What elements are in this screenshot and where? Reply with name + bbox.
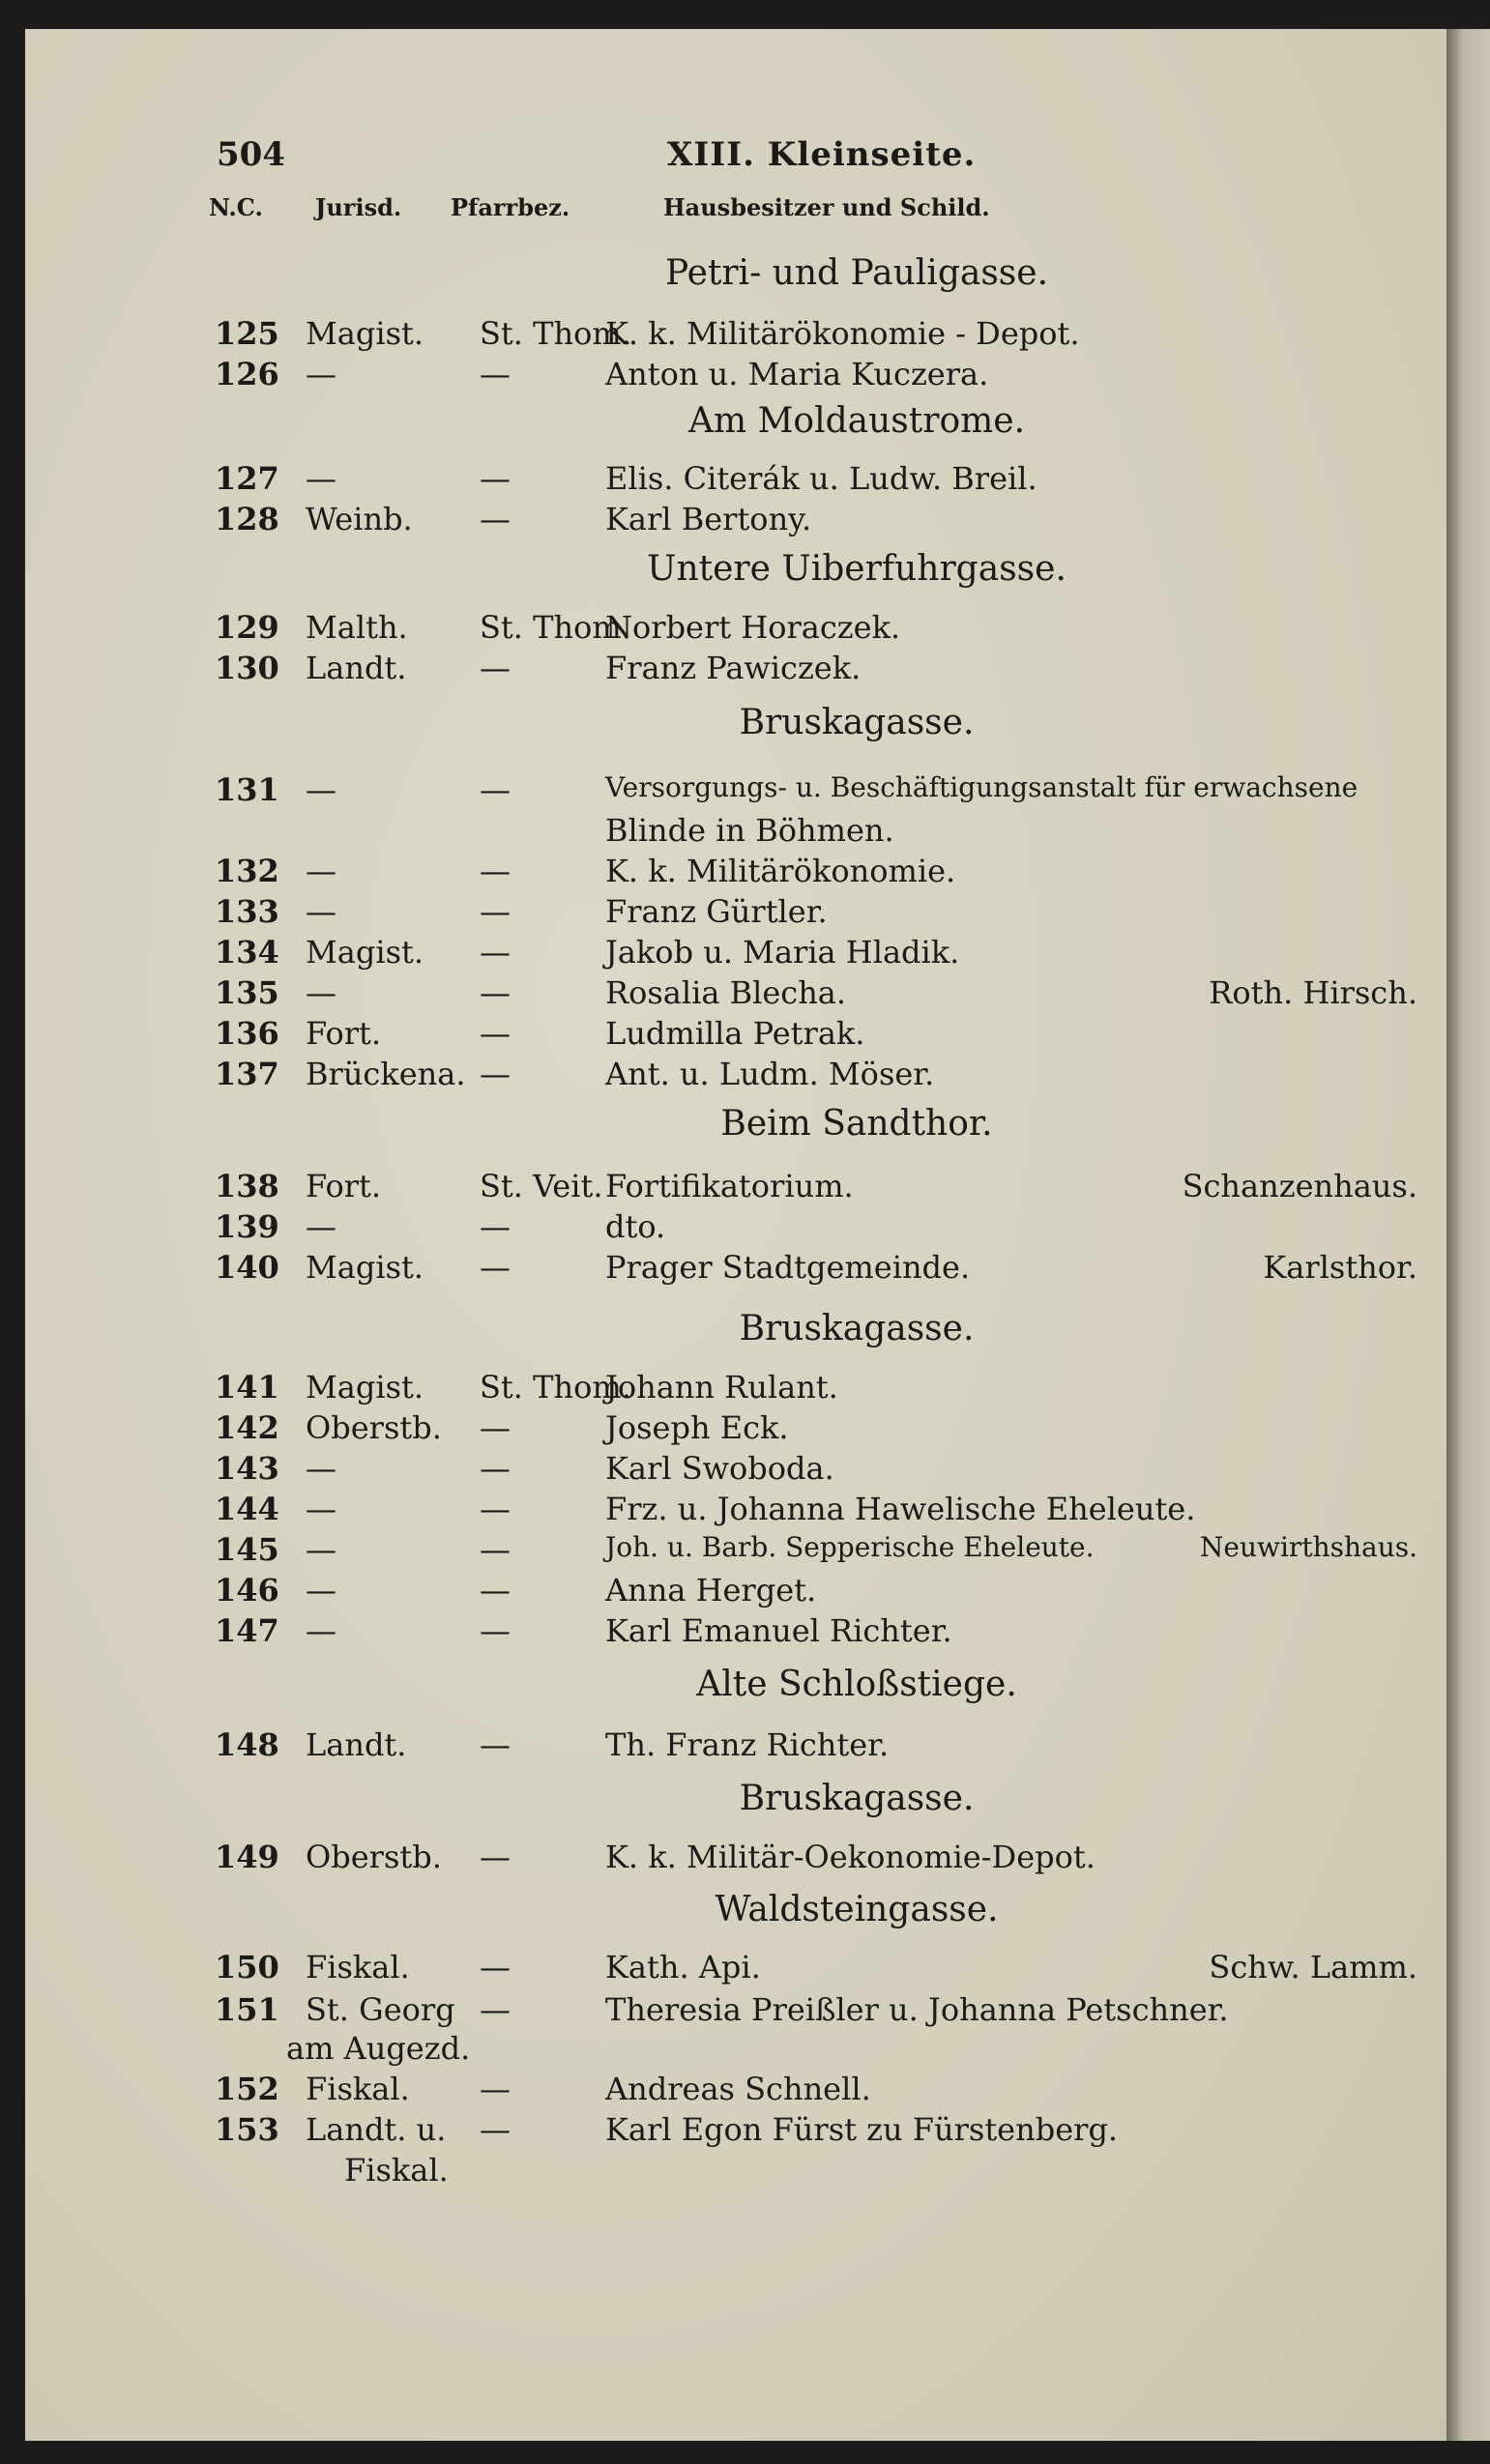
cell-owner: Anton u. Maria Kuczera. [605,356,989,392]
cell-pfarrbez: — [480,501,511,537]
cell-pfarrbez: — [480,1572,511,1609]
street-heading: Untere Uiberfuhrgasse. [647,549,1066,589]
cell-owner: Norbert Horaczek. [605,609,901,646]
cell-pfarrbez: — [480,853,511,889]
cell-owner: Andreas Schnell. [605,2071,871,2107]
cell-owner: Joseph Eck. [605,1409,789,1446]
street-heading: Beim Sandthor. [720,1104,993,1144]
cell-owner: Kath. Api. [605,1949,761,1986]
cell-jurisd: am Augezd. [286,2030,471,2067]
cell-nc: 131 [215,771,279,808]
table-row [25,1572,1417,1612]
cell-nc: 152 [215,2071,279,2107]
cell-nc: 153 [215,2111,279,2148]
table-row [25,356,1417,396]
cell-nc: 146 [215,1572,279,1609]
cell-nc: 125 [215,315,279,352]
cell-jurisd: St. Georg [306,1991,455,2028]
cell-jurisd: — [306,460,336,497]
cell-sign: Schanzenhaus. [1182,1168,1417,1204]
cell-nc: 143 [215,1450,279,1487]
cell-owner: K. k. Militär-Oekonomie-Depot. [605,1839,1096,1875]
cell-nc: 138 [215,1168,279,1204]
cell-nc: 148 [215,1726,279,1763]
table-row [25,650,1417,690]
cell-owner: Franz Gürtler. [605,893,828,930]
cell-jurisd: — [306,1531,336,1568]
cell-jurisd: — [306,974,336,1011]
cell-pfarrbez: — [480,1991,511,2028]
table-row [25,315,1417,356]
cell-nc: 136 [215,1015,279,1052]
cell-pfarrbez: — [480,1450,511,1487]
cell-jurisd: Weinb. [306,501,413,537]
cell-jurisd: Magist. [306,1249,424,1286]
table-row [25,1056,1417,1096]
table-row [25,1369,1417,1409]
cell-jurisd: Brückena. [306,1056,466,1092]
cell-jurisd: Oberstb. [306,1409,442,1446]
cell-owner: Ludmilla Petrak. [605,1015,865,1052]
cell-nc: 133 [215,893,279,930]
cell-owner: Anna Herget. [605,1572,817,1609]
cell-owner: Theresia Preißler u. Johanna Petschner. [605,1991,1229,2028]
cell-owner: Joh. u. Barb. Sepperische Eheleute. [605,1531,1095,1563]
street-heading: Bruskagasse. [739,1779,975,1818]
cell-nc: 127 [215,460,279,497]
table-row [25,1949,1417,1989]
table-row [25,853,1417,893]
cell-nc: 141 [215,1369,279,1406]
cell-pfarrbez: — [480,1208,511,1245]
cell-jurisd: Fiskal. [306,1949,410,1986]
cell-pfarrbez: — [480,460,511,497]
table-row [25,1450,1417,1491]
table-row [25,1249,1417,1290]
table-row [25,1491,1417,1531]
cell-jurisd: Oberstb. [306,1839,442,1875]
table-row [25,893,1417,934]
cell-jurisd: — [306,771,336,808]
table-row [25,1208,1417,1249]
cell-nc: 144 [215,1491,279,1527]
street-heading: Am Moldaustrome. [687,401,1026,441]
book-page [25,29,1446,2441]
cell-jurisd: Fiskal. [306,2071,410,2107]
cell-jurisd: Fiskal. [344,2152,449,2189]
cell-nc: 132 [215,853,279,889]
cell-nc: 130 [215,650,279,686]
cell-owner: Karl Swoboda. [605,1450,834,1487]
cell-jurisd: Landt. [306,650,407,686]
street-heading: Bruskagasse. [739,1309,975,1348]
cell-pfarrbez: — [480,1409,511,1446]
cell-owner: dto. [605,1208,666,1245]
street-heading: Waldsteingasse. [715,1890,999,1929]
cell-pfarrbez: — [480,1531,511,1568]
page-number: 504 [217,135,285,174]
cell-owner: Karl Bertony. [605,501,812,537]
cell-jurisd: Landt. u. [306,2111,447,2148]
cell-owner: Versorgungs- u. Beschäftigungsanstalt für erwachsene [605,771,1359,803]
cell-owner: Fortifikatorium. [605,1168,854,1204]
cell-owner: Elis. Citerák u. Ludw. Breil. [605,460,1037,497]
cell-nc: 139 [215,1208,279,1245]
cell-pfarrbez: — [480,1015,511,1052]
cell-owner: Franz Pawiczek. [605,650,862,686]
cell-jurisd: Fort. [306,1015,382,1052]
cell-owner: Ant. u. Ludm. Möser. [605,1056,935,1092]
cell-jurisd: — [306,1612,336,1649]
cell-pfarrbez: — [480,974,511,1011]
table-row [25,1839,1417,1879]
cell-owner: Blinde in Böhmen. [605,812,894,849]
cell-jurisd: Malth. [306,609,408,646]
table-row [25,1409,1417,1450]
table-row [25,934,1417,974]
cell-pfarrbez: — [480,1249,511,1286]
table-row [25,1991,1417,2032]
cell-pfarrbez: — [480,2111,511,2148]
cell-pfarrbez: St. Veit. [480,1168,603,1204]
cell-nc: 134 [215,934,279,971]
cell-owner: Karl Emanuel Richter. [605,1612,952,1649]
cell-owner: Karl Egon Fürst zu Fürstenberg. [605,2111,1119,2148]
cell-jurisd: Magist. [306,934,424,971]
cell-pfarrbez: — [480,893,511,930]
cell-nc: 129 [215,609,279,646]
cell-pfarrbez: — [480,1839,511,1875]
street-heading: Bruskagasse. [739,703,975,742]
table-row [25,812,1417,853]
column-header-nc: N.C. [209,193,263,221]
cell-jurisd: — [306,356,336,392]
cell-sign: Karlsthor. [1263,1249,1417,1286]
cell-jurisd: — [306,893,336,930]
cell-nc: 135 [215,974,279,1011]
table-row [25,974,1417,1015]
cell-pfarrbez: St. Thom. [480,315,631,352]
cell-sign: Neuwirthshaus. [1199,1531,1417,1563]
table-row [25,1015,1417,1056]
cell-nc: 147 [215,1612,279,1649]
cell-jurisd: Fort. [306,1168,382,1204]
table-row [25,2030,1417,2071]
cell-pfarrbez: — [480,356,511,392]
cell-nc: 145 [215,1531,279,1568]
table-row [25,1612,1417,1653]
cell-owner: Prager Stadtgemeinde. [605,1249,971,1286]
cell-jurisd: Magist. [306,315,424,352]
cell-pfarrbez: — [480,934,511,971]
cell-pfarrbez: — [480,1612,511,1649]
cell-owner: Johann Rulant. [605,1369,838,1406]
cell-owner: Th. Franz Richter. [605,1726,890,1763]
section-title: XIII. Kleinseite. [667,135,977,174]
cell-nc: 140 [215,1249,279,1286]
cell-nc: 149 [215,1839,279,1875]
cell-sign: Roth. Hirsch. [1209,974,1417,1011]
column-header-owner: Hausbesitzer und Schild. [663,193,990,221]
column-header-jurisd: Jurisd. [315,193,402,221]
table-row [25,501,1417,541]
cell-pfarrbez: — [480,650,511,686]
street-heading: Petri- und Pauligasse. [664,253,1049,293]
cell-pfarrbez: — [480,771,511,808]
cell-pfarrbez: St. Thom. [480,1369,631,1406]
cell-jurisd: — [306,853,336,889]
street-heading: Alte Schloßstiege. [696,1665,1017,1704]
cell-pfarrbez: — [480,1949,511,1986]
cell-pfarrbez: — [480,1056,511,1092]
cell-jurisd: Magist. [306,1369,424,1406]
cell-jurisd: — [306,1491,336,1527]
cell-owner: K. k. Militärökonomie. [605,853,956,889]
cell-jurisd: — [306,1208,336,1245]
table-row [25,2071,1417,2111]
cell-pfarrbez: — [480,1726,511,1763]
cell-jurisd: Landt. [306,1726,407,1763]
cell-pfarrbez: St. Thom. [480,609,631,646]
cell-pfarrbez: — [480,2071,511,2107]
cell-nc: 151 [215,1991,279,2028]
cell-owner: Jakob u. Maria Hladik. [605,934,960,971]
cell-nc: 126 [215,356,279,392]
cell-owner: Rosalia Blecha. [605,974,847,1011]
cell-nc: 142 [215,1409,279,1446]
cell-pfarrbez: — [480,1491,511,1527]
page-content [25,29,1446,2441]
cell-jurisd: — [306,1450,336,1487]
table-row [25,1531,1417,1572]
table-row [25,1726,1417,1767]
table-row [25,1168,1417,1208]
cell-jurisd: — [306,1572,336,1609]
cell-sign: Schw. Lamm. [1209,1949,1417,1986]
table-row [25,771,1417,812]
cell-owner: Frz. u. Johanna Hawelische Eheleute. [605,1491,1196,1527]
cell-nc: 128 [215,501,279,537]
cell-nc: 137 [215,1056,279,1092]
table-row [25,609,1417,650]
page-gutter [1446,29,1490,2441]
cell-nc: 150 [215,1949,279,1986]
table-row [25,2152,1417,2192]
cell-owner: K. k. Militärökonomie - Depot. [605,315,1080,352]
table-row [25,460,1417,501]
column-header-pfarrbez: Pfarrbez. [451,193,570,221]
table-row [25,2111,1417,2152]
